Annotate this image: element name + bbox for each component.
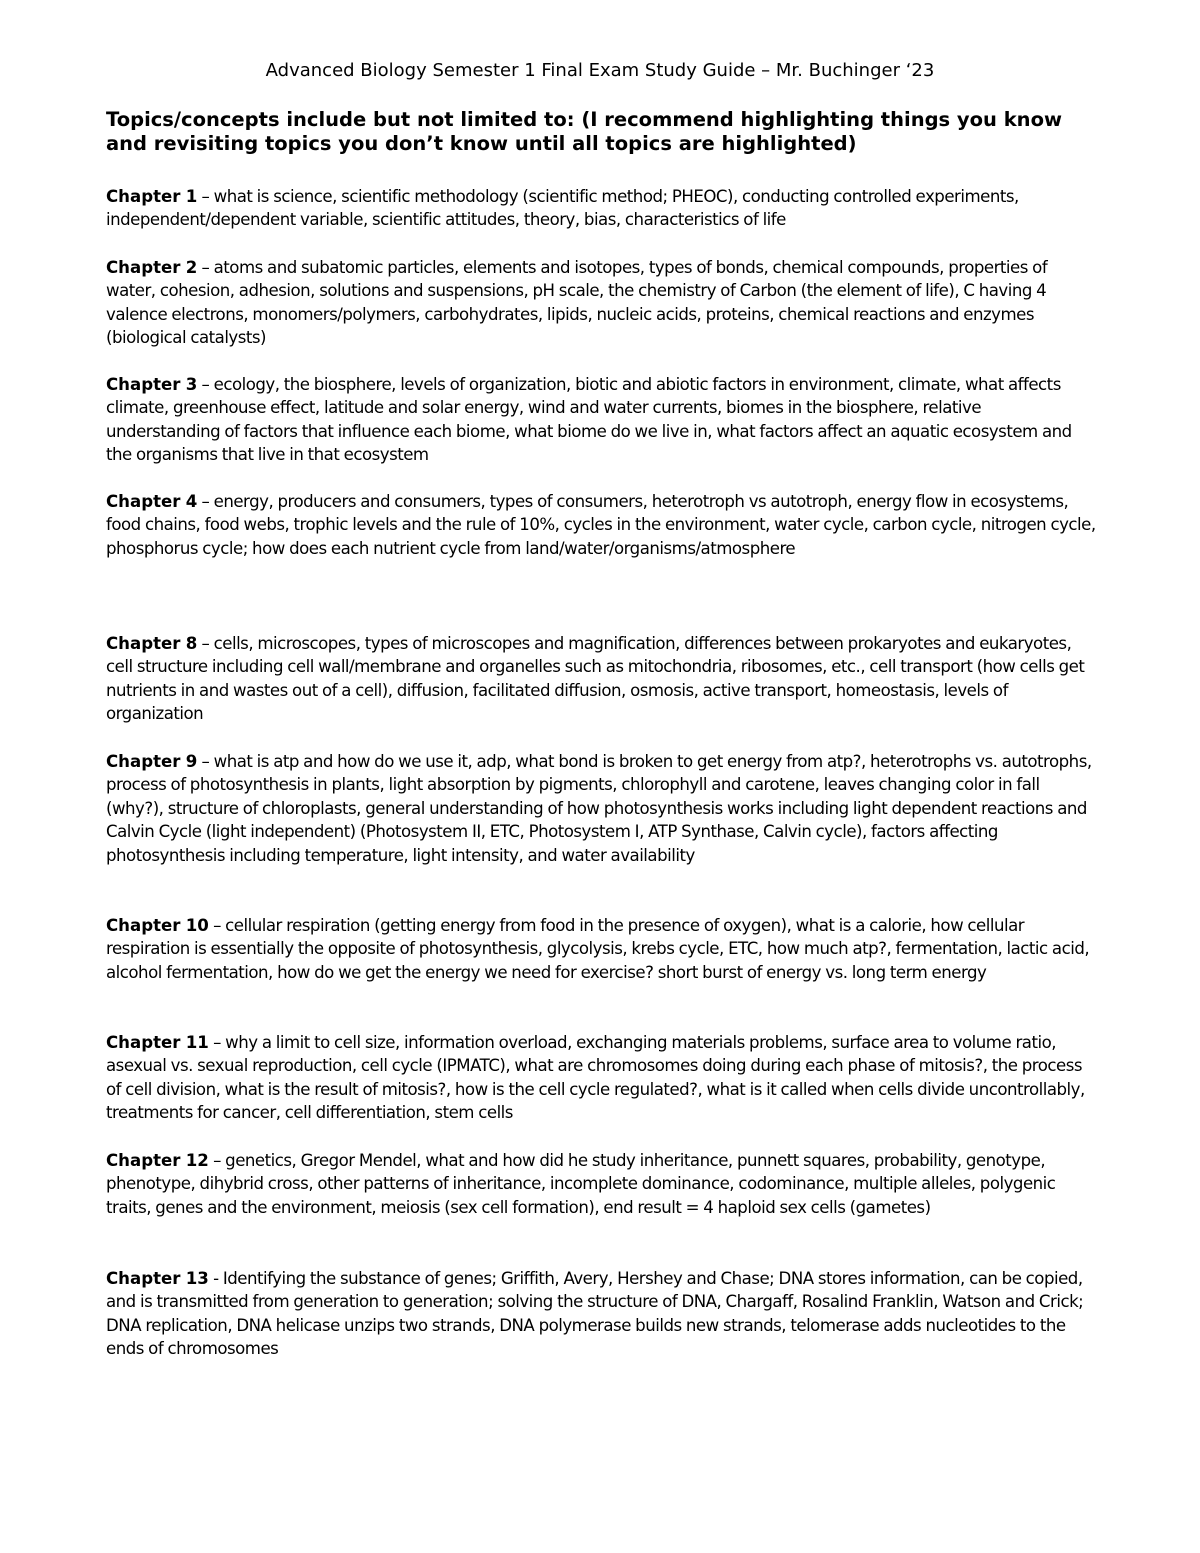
chapter-separator: –	[197, 634, 214, 653]
chapter-separator: –	[208, 1033, 226, 1052]
chapter-heading: Chapter 12	[106, 1151, 209, 1170]
chapter-separator: –	[197, 258, 214, 277]
chapter-separator: -	[208, 1269, 223, 1288]
chapter-heading: Chapter 1	[106, 187, 198, 206]
chapter-paragraph	[106, 914, 1096, 984]
chapter-paragraph	[106, 185, 1096, 232]
chapter-topics: Identifying the substance of genes; Griffith, Avery, Hershey and Chase; DNA stores information, can be copied, and is transmitted from generation to generation; solving the structure of DNA, Chargaff, Rosalind Franklin, Watson and Crick; DNA replication, DNA helicase unzips two strands, DNA polymerase builds new strands, telomerase adds nucleotides to the ends of chromosomes	[106, 1269, 1084, 1359]
chapter-topics: cells, microscopes, types of microscopes and magnification, differences between prokaryotes and eukaryotes, cell structure including cell wall/membrane and organelles such as mitochondria, ribosomes, etc., cell transport (how cells get nutrients in and wastes out of a cell), diffusion, facilitated diffusion, osmosis, active transport, homeostasis, levels of organization	[106, 634, 1085, 724]
chapter-heading: Chapter 4	[106, 492, 198, 511]
chapter-topics: why a limit to cell size, information overload, exchanging materials problems, surface area to volume ratio, asexual vs. sexual reproduction, cell cycle (IPMATC), what are chromosomes doing during each phase of mitosis?, the process of cell division, what is the result of mitosis?, how is the cell cycle regulated?, what is it called when cells divide uncontrollably, treatments for cancer, cell differentiation, stem cells	[106, 1033, 1085, 1123]
chapter-paragraph	[106, 632, 1096, 726]
chapter-heading: Chapter 9	[106, 752, 198, 771]
chapter-separator: –	[197, 187, 214, 206]
chapter-separator: –	[197, 492, 214, 511]
chapter-topics: what is atp and how do we use it, adp, what bond is broken to get energy from atp?, heterotrophs vs. autotrophs, process of photosynthesis in plants, light absorption by pigments, chlorophyll and carotene, leaves changing color in fall (why?), structure of chloroplasts, general understanding of how photosynthesis works including light dependent reactions and Calvin Cycle (light independent) (Photosystem II, ETC, Photosystem I, ATP Synthase, Calvin cycle), factors affecting photosynthesis including temperature, light intensity, and water availability	[106, 752, 1092, 865]
chapter-separator: –	[197, 752, 214, 771]
chapter-separator: –	[197, 375, 214, 394]
chapter-heading: Chapter 3	[106, 375, 198, 394]
chapter-topics: what is science, scientific methodology (scientific method; PHEOC), conducting controlled experiments, independent/dependent variable, scientific attitudes, theory, bias, characteristics of life	[106, 187, 1019, 230]
chapter-paragraph	[106, 1149, 1096, 1219]
chapter-paragraph	[106, 256, 1096, 350]
chapter-paragraph	[106, 373, 1096, 467]
document-title: Advanced Biology Semester 1 Final Exam Study Guide – Mr. Buchinger ‘23	[265, 60, 935, 81]
chapter-paragraph	[106, 1031, 1096, 1125]
chapter-paragraph	[106, 1267, 1096, 1361]
chapter-separator: –	[208, 916, 226, 935]
chapter-separator: –	[208, 1151, 226, 1170]
chapter-heading: Chapter 10	[106, 916, 209, 935]
chapter-heading: Chapter 2	[106, 258, 198, 277]
chapter-paragraph	[106, 490, 1096, 560]
chapter-topics: ecology, the biosphere, levels of organization, biotic and abiotic factors in environment, climate, what affects climate, greenhouse effect, latitude and solar energy, wind and water currents, biomes in the biosphere, relative understanding of factors that influence each biome, what biome do we live in, what factors affect an aquatic ecosystem and the organisms that live in that ecosystem	[106, 375, 1072, 465]
chapter-topics: atoms and subatomic particles, elements and isotopes, types of bonds, chemical compounds, properties of water, cohesion, adhesion, solutions and suspensions, pH scale, the chemistry of Carbon (the element of life), C having 4 valence electrons, monomers/polymers, carbohydrates, lipids, nucleic acids, proteins, chemical reactions and enzymes (biological catalysts)	[106, 258, 1048, 348]
chapter-topics: genetics, Gregor Mendel, what and how did he study inheritance, punnett squares, probability, genotype, phenotype, dihybrid cross, other patterns of inheritance, incomplete dominance, codominance, multiple alleles, polygenic traits, genes and the environment, meiosis (sex cell formation), end result = 4 haploid sex cells (gametes)	[106, 1151, 1056, 1217]
chapter-paragraph	[106, 750, 1096, 867]
chapter-heading: Chapter 11	[106, 1033, 209, 1052]
intro-paragraph: Topics/concepts include but not limited to: (I recommend highlighting things you know and revisiting topics you don’t know until all topics are highlighted)	[106, 108, 1062, 155]
chapter-topics: cellular respiration (getting energy from food in the presence of oxygen), what is a calorie, how cellular respiration is essentially the opposite of photosynthesis, glycolysis, krebs cycle, ETC, how much atp?, fermentation, lactic acid, alcohol fermentation, how do we get the energy we need for exercise? short burst of energy vs. long term energy	[106, 916, 1090, 982]
chapter-heading: Chapter 13	[106, 1269, 209, 1288]
chapter-topics: energy, producers and consumers, types of consumers, heterotroph vs autotroph, energy flow in ecosystems, food chains, food webs, trophic levels and the rule of 10%, cycles in the environment, water cycle, carbon cycle, nitrogen cycle, phosphorus cycle; how does each nutrient cycle from land/water/organisms/atmosphere	[106, 492, 1096, 558]
chapter-heading: Chapter 8	[106, 634, 198, 653]
